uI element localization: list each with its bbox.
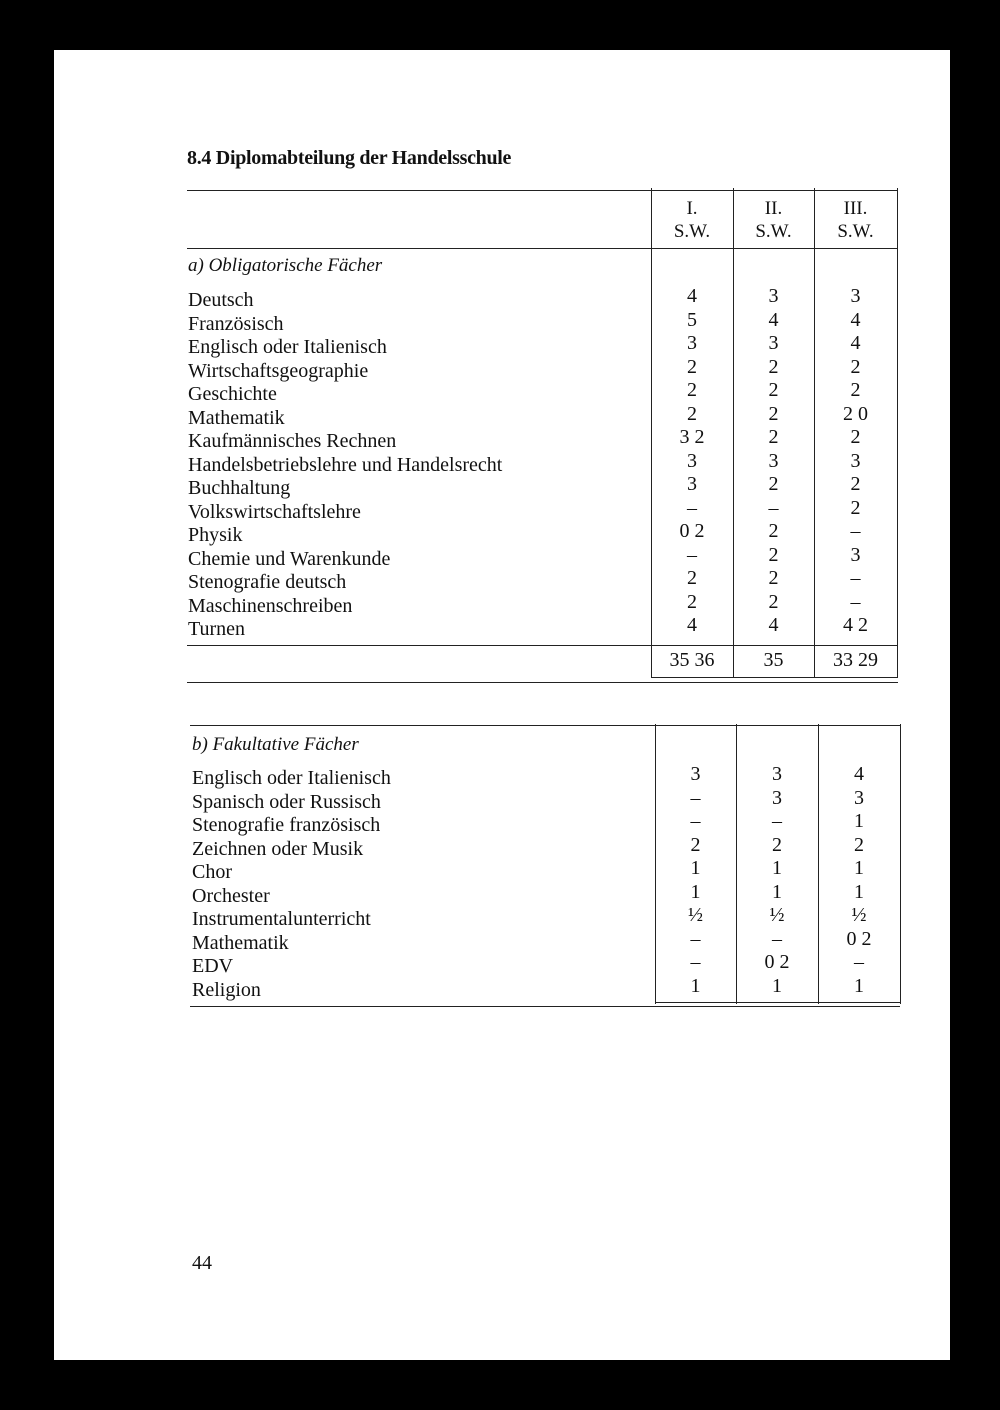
- column-header-unit: S.W.: [755, 221, 792, 242]
- table-cell-hours: 2: [772, 833, 782, 856]
- table-cell-hours: 4: [687, 285, 697, 307]
- table-cell-hours: –: [854, 951, 864, 973]
- table-cell-hours: ½: [851, 904, 867, 926]
- table-cell-hours: –: [687, 543, 697, 566]
- table-row-subject: Chor: [192, 861, 232, 883]
- table-cell-hours: –: [850, 520, 861, 542]
- table-row-subject: EDV: [192, 955, 234, 977]
- table-row-subject: Stenografie deutsch: [188, 571, 347, 593]
- table-row-subject: Volkswirtschaftslehre: [188, 500, 361, 523]
- column-divider: [900, 724, 901, 1004]
- column-divider: [897, 188, 898, 678]
- table-row-subject: Turnen: [188, 618, 246, 640]
- table-row-subject: Englisch oder Italienisch: [192, 767, 391, 789]
- table-cell-hours: –: [850, 567, 861, 589]
- table-cell-hours: 2: [768, 473, 779, 495]
- table-cell-hours: 2: [854, 833, 864, 856]
- table-cell-hours: 2: [687, 379, 697, 401]
- table-cell-hours: 2: [768, 402, 779, 425]
- table-cell-hours: –: [772, 810, 782, 832]
- table-cell-hours: 3: [768, 449, 779, 472]
- table-cell-hours: –: [850, 590, 861, 613]
- table-row-subject: Kaufmännisches Rechnen: [188, 430, 397, 452]
- section-heading-optional: b) Fakultative Fächer: [192, 734, 359, 755]
- table-total-hours: 35: [763, 649, 784, 671]
- columns-bottom-rule: [655, 1002, 900, 1003]
- column-header: [814, 197, 897, 243]
- table-cell-hours: 2: [768, 590, 779, 613]
- table-cell-hours: 2: [690, 833, 701, 856]
- column-header-number: III.: [843, 198, 868, 219]
- table-cell-hours: 3: [690, 763, 701, 785]
- table-cell-hours: 3: [687, 332, 697, 354]
- table-cell-hours: 1: [854, 857, 864, 879]
- table-cell-hours: 4: [850, 332, 861, 354]
- table-cell-hours: 3: [850, 543, 861, 566]
- table-cell-hours: 4: [768, 308, 779, 331]
- table-cell-hours: 4: [850, 308, 861, 331]
- column-header: [733, 197, 814, 243]
- table-cell-hours: 1: [854, 974, 864, 997]
- table-row-subject: Geschichte: [188, 383, 277, 405]
- table-cell-hours: 4 2: [843, 614, 868, 636]
- totals-bottom-rule: [651, 677, 898, 678]
- table-cell-hours: 3: [687, 473, 697, 495]
- table-cell-hours: 2: [768, 543, 779, 566]
- table-row-subject: Mathematik: [192, 931, 289, 954]
- table-cell-hours: 2: [768, 355, 779, 378]
- table-cell-hours: –: [690, 810, 701, 832]
- table-cell-hours: 3: [850, 449, 861, 472]
- table-cell-hours: 3: [854, 786, 864, 809]
- table-cell-hours: 1: [772, 880, 782, 903]
- column-header-unit: S.W.: [673, 221, 711, 242]
- table-cell-hours: 0 2: [679, 520, 705, 542]
- table-cell-hours: 0 2: [846, 927, 872, 950]
- table-cell-hours: 2: [768, 426, 779, 448]
- column-header: [651, 197, 733, 243]
- page-title: 8.4 Diplomabteilung der Handelsschule: [187, 147, 512, 169]
- table-row-subject: Deutsch: [188, 289, 254, 311]
- table-cell-hours: ½: [688, 904, 703, 926]
- table-row-subject: Chemie und Warenkunde: [188, 547, 391, 570]
- table-row-subject: Mathematik: [188, 406, 285, 429]
- table-row-subject: Wirtschaftsgeographie: [188, 359, 369, 382]
- table-row-subject: Handelsbetriebslehre und Handelsrecht: [188, 453, 503, 476]
- table-cell-hours: 2: [768, 567, 779, 589]
- table-cell-hours: 2: [850, 473, 861, 495]
- table-cell-hours: ½: [769, 904, 785, 926]
- table-cell-hours: 1: [690, 974, 701, 997]
- table-row-subject: Instrumentalunterricht: [192, 908, 371, 930]
- table-cell-hours: 1: [854, 880, 864, 903]
- table-row-subject: Orchester: [192, 884, 270, 907]
- table-total-hours: 33 29: [833, 649, 878, 671]
- table-cell-hours: 2: [768, 379, 779, 401]
- page-number: 44: [192, 1252, 212, 1274]
- section-heading-obligatory: a) Obligatorische Fächer: [188, 255, 383, 276]
- table-cell-hours: –: [687, 496, 697, 519]
- table-cell-hours: 3: [687, 449, 697, 472]
- table-cell-hours: 1: [854, 810, 864, 832]
- table-cell-hours: 2: [850, 496, 861, 519]
- table-cell-hours: 5: [687, 308, 697, 331]
- table-cell-hours: 0 2: [764, 951, 790, 973]
- table-cell-hours: 2: [687, 590, 697, 613]
- table-cell-hours: 3: [772, 763, 782, 785]
- table-cell-hours: –: [690, 951, 701, 973]
- table-cell-hours: 2: [687, 355, 697, 378]
- table-cell-hours: –: [690, 786, 701, 809]
- table-top-rule: [190, 725, 900, 726]
- table-cell-hours: 4: [768, 614, 779, 636]
- table-cell-hours: 3 2: [679, 426, 705, 448]
- table-top-rule: [187, 190, 898, 191]
- table-row-subject: Religion: [192, 978, 261, 1001]
- table-cell-hours: –: [772, 927, 782, 950]
- column-header-number: II.: [764, 198, 783, 219]
- table-cell-hours: 4: [687, 614, 697, 636]
- column-header-unit: S.W.: [837, 221, 874, 242]
- table-row-subject: Maschinenschreiben: [188, 594, 353, 617]
- table-cell-hours: 1: [690, 880, 701, 903]
- table-cell-hours: 2: [850, 355, 861, 378]
- table-cell-hours: 2: [687, 567, 697, 589]
- table-cell-hours: 3: [768, 332, 779, 354]
- table-total-hours: 35 36: [669, 649, 715, 671]
- table-row-subject: Physik: [188, 524, 243, 546]
- table-cell-hours: 2 0: [843, 402, 868, 425]
- table-cell-hours: –: [690, 927, 701, 950]
- table-row-subject: Buchhaltung: [188, 477, 291, 499]
- table-cell-hours: 4: [854, 763, 864, 785]
- header-bottom-rule: [187, 248, 898, 249]
- table-cell-hours: 3: [768, 285, 779, 307]
- table-cell-hours: –: [768, 496, 779, 519]
- table-cell-hours: 2: [850, 426, 861, 448]
- table-cell-hours: 2: [768, 520, 779, 542]
- column-header-number: I.: [686, 198, 698, 219]
- table-row-subject: Spanisch oder Russisch: [192, 790, 381, 813]
- table-cell-hours: 2: [687, 402, 697, 425]
- table-row-subject: Zeichnen oder Musik: [192, 837, 364, 860]
- table-row-subject: Englisch oder Italienisch: [188, 336, 387, 358]
- table-cell-hours: 1: [690, 857, 701, 879]
- table-row-subject: Französisch: [188, 312, 284, 335]
- document-page: [54, 50, 950, 1360]
- table-cell-hours: 3: [850, 285, 861, 307]
- table-bottom-rule: [187, 682, 898, 683]
- table-cell-hours: 1: [772, 857, 782, 879]
- table-bottom-rule: [190, 1006, 900, 1007]
- totals-top-rule: [187, 645, 898, 646]
- table-cell-hours: 2: [850, 379, 861, 401]
- table-cell-hours: 1: [772, 974, 782, 997]
- table-cell-hours: 3: [772, 786, 782, 809]
- table-row-subject: Stenografie französisch: [192, 814, 381, 836]
